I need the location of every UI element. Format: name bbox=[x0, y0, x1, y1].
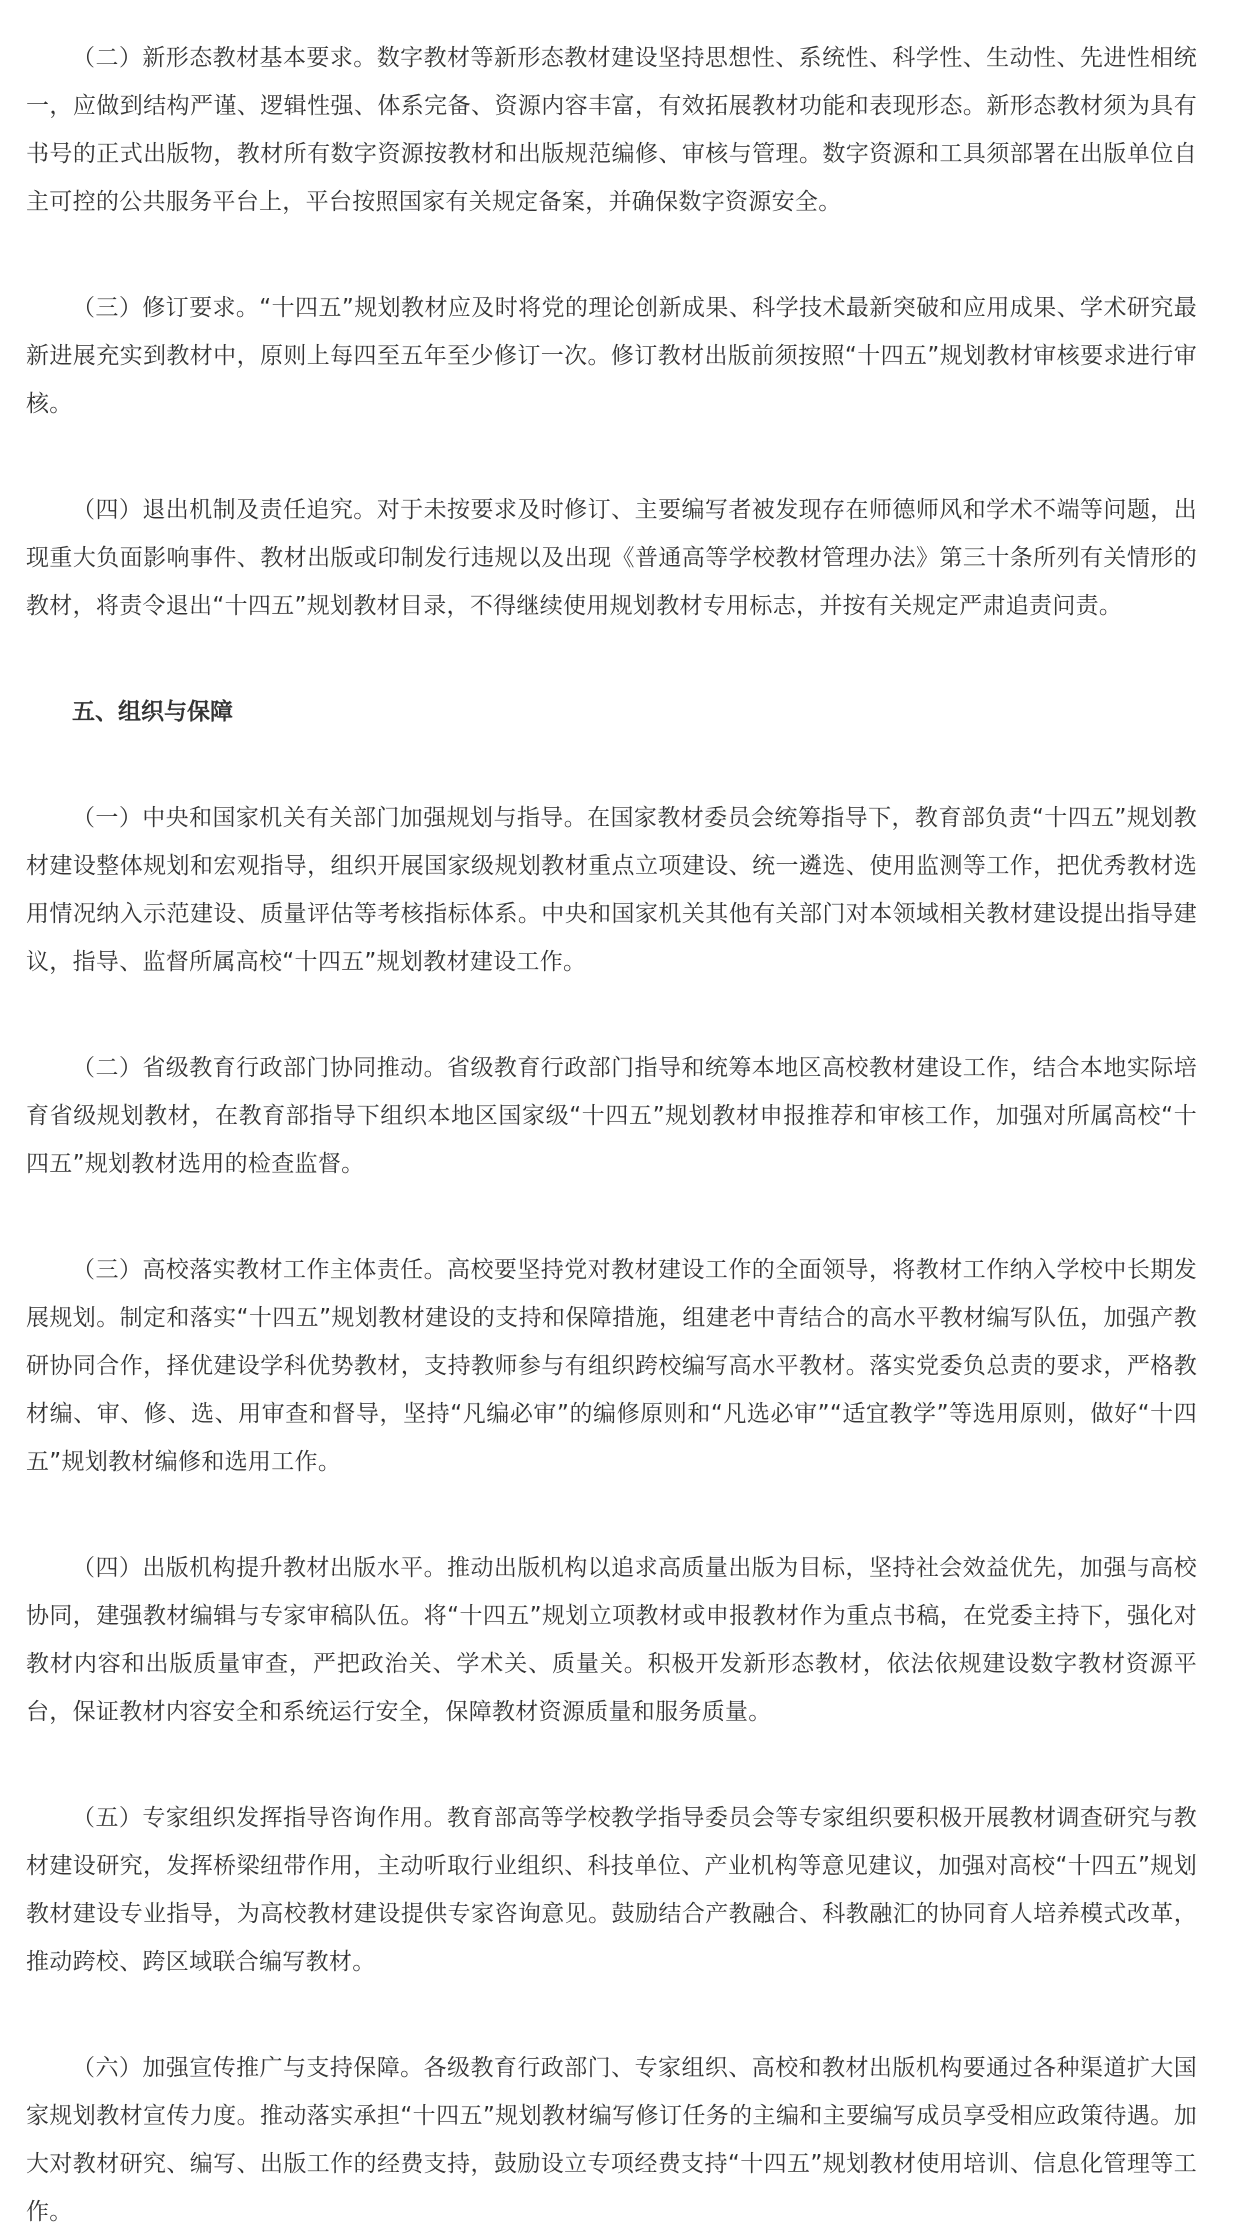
paragraph-central-departments: （一）中央和国家机关有关部门加强规划与指导。在国家教材委员会统筹指导下，教育部负责“十四五”规划教材建设整体规划和宏观指导，组织开展国家级规划教材重点立项建设、统一遴选、使用监测等工作，把优秀教材选用情况纳入示范建设、质量评估等考核指标体系。中央和国家机关其他有关部门对本领域相关教材建设提出指导建议，指导、监督所属高校“十四五”规划教材建设工作。 bbox=[26, 805, 1197, 975]
paragraph-expert-organizations: （五）专家组织发挥指导咨询作用。教育部高等学校教学指导委员会等专家组织要积极开展教材调查研究与教材建设研究，发挥桥梁纽带作用，主动听取行业组织、科技单位、产业机构等意见建议，加强对高校“十四五”规划教材建设专业指导，为高校教材建设提供专家咨询意见。鼓励结合产教融合、科教融汇的协同育人培养模式改革，推动跨校、跨区域联合编写教材。 bbox=[26, 1805, 1197, 1975]
paragraph-publishing-institutions: （四）出版机构提升教材出版水平。推动出版机构以追求高质量出版为目标，坚持社会效益优先，加强与高校协同，建强教材编辑与专家审稿队伍。将“十四五”规划立项教材或申报教材作为重点书稿，在党委主持下，强化对教材内容和出版质量审查，严把政治关、学术关、质量关。积极开发新形态教材，依法依规建设数字教材资源平台，保证教材内容安全和系统运行安全，保障教材资源质量和服务质量。 bbox=[26, 1555, 1197, 1725]
paragraph-university-responsibility: （三）高校落实教材工作主体责任。高校要坚持党对教材建设工作的全面领导，将教材工作纳入学校中长期发展规划。制定和落实“十四五”规划教材建设的支持和保障措施，组建老中青结合的高水平教材编写队伍，加强产教研协同合作，择优建设学科优势教材，支持教师参与有组织跨校编写高水平教材。落实党委负总责的要求，严格教材编、审、修、选、用审查和督导，坚持“凡编必审”的编修原则和“凡选必审”“适宜教学”等选用原则，做好“十四五”规划教材编修和选用工作。 bbox=[26, 1257, 1197, 1475]
paragraph-new-form-textbook-requirements: （二）新形态教材基本要求。数字教材等新形态教材建设坚持思想性、系统性、科学性、生动性、先进性相统一，应做到结构严谨、逻辑性强、体系完备、资源内容丰富，有效拓展教材功能和表现形态。新形态教材须为具有书号的正式出版物，教材所有数字资源按教材和出版规范编修、审核与管理。数字资源和工具须部署在出版单位自主可控的公共服务平台上，平台按照国家有关规定备案，并确保数字资源安全。 bbox=[26, 45, 1197, 215]
section-heading-organization: 五、组织与保障 bbox=[72, 699, 233, 725]
paragraph-publicity-support: （六）加强宣传推广与支持保障。各级教育行政部门、专家组织、高校和教材出版机构要通过各种渠道扩大国家规划教材宣传力度。推动落实承担“十四五”规划教材编写修订任务的主编和主要编写成员享受相应政策待遇。加大对教材研究、编写、出版工作的经费支持，鼓励设立专项经费支持“十四五”规划教材使用培训、信息化管理等工作。 bbox=[26, 2055, 1197, 2225]
paragraph-exit-mechanism: （四）退出机制及责任追究。对于未按要求及时修订、主要编写者被发现存在师德师风和学术不端等问题，出现重大负面影响事件、教材出版或印制发行违规以及出现《普通高等学校教材管理办法》第三十条所列有关情形的教材，将责令退出“十四五”规划教材目录，不得继续使用规划教材专用标志，并按有关规定严肃追责问责。 bbox=[26, 497, 1197, 619]
paragraph-provincial-departments: （二）省级教育行政部门协同推动。省级教育行政部门指导和统筹本地区高校教材建设工作，结合本地实际培育省级规划教材，在教育部指导下组织本地区国家级“十四五”规划教材申报推荐和审核工作，加强对所属高校“十四五”规划教材选用的检查监督。 bbox=[26, 1055, 1197, 1177]
paragraph-revision-requirements: （三）修订要求。“十四五”规划教材应及时将党的理论创新成果、科学技术最新突破和应用成果、学术研究最新进展充实到教材中，原则上每四至五年至少修订一次。修订教材出版前须按照“十四五”规划教材审核要求进行审核。 bbox=[26, 295, 1197, 417]
